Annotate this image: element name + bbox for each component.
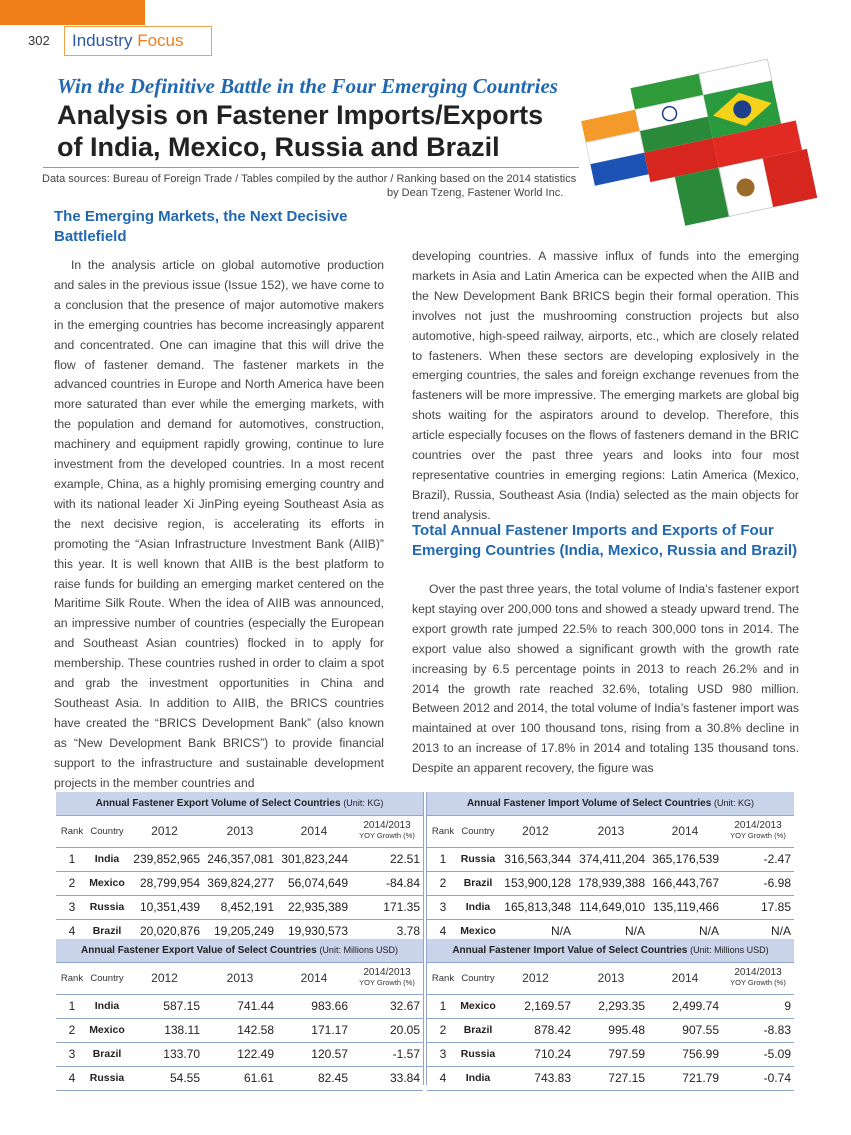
body-paragraph: In the analysis article on global automotive production and sales in the previous issue (Issue 152), we have come to a conclusion that the presence of major automotive makers in the emerging countries has become increasingly apparent and concentrated. One can imagine that this will drive the flow of fastener demand. The fastener markets in the advanced countries in Europe and North America have been more saturated than ever while the emerging markets, with the population and demand for automotives, construction, machinery and equipment rapidly growing, continue to lure investment from the developed countries. In a most recent example, China, as a highly promising emerging country and with its national leader Xi JinPing eyeing Southeast Asia as the next decisive region, is accelerating its efforts in promoting the “Asian Infrastructure Investment Bank (AIIB)” this year. It is well known that AIIB is the best platform to raise funds for building an emerging market centered on the Maritime Silk Route. When the idea of AIIB was announced, an impressive number of countries (especially the European and Southeast Asian countries) flocked in to apply for membership. These countries rushed in order to claim a spot and grab the investment opportunities in China and Southeast Asia. In addition to AIIB, the BRICS countries have created the “BRICS Development Bank” (also known as “New Development Bank BRICS”) to provide financial support to the infrastructure and sustainable development projects in the member countries and <box>54 258 384 790</box>
cell-rank: 1 <box>56 994 88 1018</box>
cell-2012: 316,563,344 <box>497 847 574 871</box>
cell-2013: 741.44 <box>203 994 277 1018</box>
section-heading-emerging-markets: The Emerging Markets, the Next Decisive Battlefield <box>54 208 348 245</box>
cell-rank: 1 <box>56 847 88 871</box>
table-header-row <box>56 815 423 847</box>
cell-country: Mexico <box>459 919 497 943</box>
cell-growth: -6.98 <box>722 871 794 895</box>
cell-country: Russia <box>459 1042 497 1066</box>
cell-rank: 4 <box>427 1066 459 1090</box>
import-value-table-block <box>427 939 794 1091</box>
header-rank: Rank <box>56 962 88 994</box>
cell-2012: 133.70 <box>126 1042 203 1066</box>
cell-growth: 32.67 <box>351 994 423 1018</box>
header-growth-years: 2014/2013 <box>363 820 411 831</box>
table-row <box>56 994 423 1018</box>
cell-2014: 301,823,244 <box>277 847 351 871</box>
cell-rank: 2 <box>56 871 88 895</box>
table-row <box>427 847 794 871</box>
table-row <box>427 1066 794 1090</box>
header-2013: 2013 <box>203 962 277 994</box>
byline: by Dean Tzeng, Fastener World Inc. <box>387 187 564 199</box>
header-2013: 2013 <box>203 815 277 847</box>
header-country: Country <box>459 962 497 994</box>
cell-country: Brazil <box>88 1042 126 1066</box>
cell-country: India <box>459 895 497 919</box>
cell-2014: 171.17 <box>277 1018 351 1042</box>
header-growth-years: 2014/2013 <box>734 820 782 831</box>
table-caption <box>56 792 423 815</box>
cell-2012: 165,813,348 <box>497 895 574 919</box>
cell-2012: 54.55 <box>126 1066 203 1090</box>
cell-2014: 22,935,389 <box>277 895 351 919</box>
export-volume-table-block <box>56 792 423 944</box>
cell-2013: 178,939,388 <box>574 871 648 895</box>
data-table <box>427 792 794 944</box>
cell-2014: N/A <box>648 919 722 943</box>
header-2012: 2012 <box>497 962 574 994</box>
cell-2013: 2,293.35 <box>574 994 648 1018</box>
cell-2013: 142.58 <box>203 1018 277 1042</box>
table-title: Annual Fastener Import Volume of Select Countries <box>466 797 712 809</box>
cell-rank: 3 <box>427 1042 459 1066</box>
import-volume-table-block <box>427 792 794 944</box>
cell-2014: 983.66 <box>277 994 351 1018</box>
cell-2012: N/A <box>497 919 574 943</box>
cell-rank: 2 <box>427 871 459 895</box>
cell-country: Russia <box>88 895 126 919</box>
header-2012: 2012 <box>497 815 574 847</box>
cell-2014: 19,930,573 <box>277 919 351 943</box>
header-country: Country <box>88 962 126 994</box>
table-row <box>56 895 423 919</box>
cell-growth: 9 <box>722 994 794 1018</box>
cell-2012: 20,020,876 <box>126 919 203 943</box>
body-paragraph: developing countries. A massive influx of funds into the emerging markets in Asia and Latin America can be expected when the AIIB and the New Development Bank BRICS begin their formal operation. This involves not just the mushrooming construction projects but also automotive, high-speed railway, airports, etc., which are closely related to fasteners. When these sectors are developing explosively in the emerging countries, the sales and foreign exchange revenues from the fasteners will be more impressive. The emerging markets are global big shots waiting for the aspirators around to develop. Therefore, this article especially focuses on the flows of fasteners demand in the BRIC countries over the past three years and looks into four most representative countries in emerging regions: Latin America (Mexico, Brazil), Russia, Southeast Asia (India) selected as the main objects for trend analysis. <box>412 249 799 522</box>
data-table <box>427 939 794 1091</box>
cell-country: Russia <box>459 847 497 871</box>
table-header-row <box>56 962 423 994</box>
header-growth <box>722 962 794 994</box>
cell-growth: 17.85 <box>722 895 794 919</box>
header-growth <box>351 962 423 994</box>
header-2012: 2012 <box>126 962 203 994</box>
table-row <box>427 895 794 919</box>
cell-rank: 3 <box>56 1042 88 1066</box>
section-tag <box>64 26 212 56</box>
cell-growth: -84.84 <box>351 871 423 895</box>
cell-2013: 61.61 <box>203 1066 277 1090</box>
header-2013: 2013 <box>574 962 648 994</box>
cell-growth: 3.78 <box>351 919 423 943</box>
cell-2012: 2,169.57 <box>497 994 574 1018</box>
cell-country: Mexico <box>459 994 497 1018</box>
cell-2013: 19,205,249 <box>203 919 277 943</box>
cell-rank: 3 <box>56 895 88 919</box>
cell-rank: 3 <box>427 895 459 919</box>
cell-2013: 374,411,204 <box>574 847 648 871</box>
export-value-table-block <box>56 939 423 1091</box>
cell-country: India <box>88 994 126 1018</box>
table-row <box>427 1018 794 1042</box>
cell-2012: 743.83 <box>497 1066 574 1090</box>
cell-rank: 4 <box>56 919 88 943</box>
cell-2013: N/A <box>574 919 648 943</box>
cell-2012: 239,852,965 <box>126 847 203 871</box>
table-title: Annual Fastener Import Value of Select Countries <box>452 944 688 956</box>
cell-2012: 587.15 <box>126 994 203 1018</box>
article-kicker: Win the Definitive Battle in the Four Emerging Countries <box>57 74 558 98</box>
orange-header-bar <box>0 0 145 25</box>
cell-growth: -0.74 <box>722 1066 794 1090</box>
header-2014: 2014 <box>277 962 351 994</box>
table-header-row <box>427 962 794 994</box>
body-paragraph: Over the past three years, the total volume of India’s fastener export kept staying over 200,000 tons and showed a steady upward trend. The export growth rate jumped 22.5% to reach 300,000 tons in 2014. The export value also showed a significant growth with the growth rate increasing by 6.5 percentage points in 2013 to reach 26.2% and in 2014 the growth rate reached 32.6%, totaling USD 980 million. Between 2012 and 2014, the total volume of India’s fastener import was maintained at over 100 thousand tons, rising from a 30.8% decline in 2013 to an increase of 17.8% in 2014 and totaling 135 thousand tons. Despite an apparent recovery, the figure was <box>412 582 799 776</box>
table-row <box>56 1066 423 1090</box>
cell-2014: 82.45 <box>277 1066 351 1090</box>
header-growth-label: YOY Growth (%) <box>730 831 786 840</box>
table-row <box>427 994 794 1018</box>
cell-growth: -5.09 <box>722 1042 794 1066</box>
cell-growth: 20.05 <box>351 1018 423 1042</box>
cell-rank: 1 <box>427 847 459 871</box>
table-caption <box>56 939 423 962</box>
cell-country: Mexico <box>88 1018 126 1042</box>
header-2014: 2014 <box>648 815 722 847</box>
table-unit: (Unit: Millions USD) <box>319 944 398 955</box>
cell-country: India <box>88 847 126 871</box>
table-title: Annual Fastener Export Value of Select Countries <box>81 944 317 956</box>
flags-puzzle-illustration <box>570 55 845 245</box>
data-table <box>56 939 423 1091</box>
header-country: Country <box>88 815 126 847</box>
cell-growth: N/A <box>722 919 794 943</box>
cell-2013: 369,824,277 <box>203 871 277 895</box>
cell-country: Mexico <box>88 871 126 895</box>
section-heading-imports-exports: Total Annual Fastener Imports and Exports of Four Emerging Countries (India, Mexico, Russia and Brazil) <box>412 522 798 559</box>
cell-rank: 1 <box>427 994 459 1018</box>
title-line-2: of India, Mexico, Russia and Brazil <box>57 132 500 162</box>
cell-2014: 135,119,466 <box>648 895 722 919</box>
cell-country: India <box>459 1066 497 1090</box>
header-growth <box>722 815 794 847</box>
cell-country: Brazil <box>459 871 497 895</box>
cell-country: Brazil <box>459 1018 497 1042</box>
cell-2013: 797.59 <box>574 1042 648 1066</box>
header-growth-label: YOY Growth (%) <box>359 978 415 987</box>
header-growth-label: YOY Growth (%) <box>359 831 415 840</box>
title-line-1: Analysis on Fastener Imports/Exports <box>57 100 544 130</box>
cell-2012: 710.24 <box>497 1042 574 1066</box>
cell-2013: 114,649,010 <box>574 895 648 919</box>
cell-2014: 120.57 <box>277 1042 351 1066</box>
body-column-right-lower <box>412 580 799 779</box>
cell-growth: -8.83 <box>722 1018 794 1042</box>
header-rank: Rank <box>427 962 459 994</box>
table-unit: (Unit: KG) <box>714 797 755 808</box>
cell-2013: 8,452,191 <box>203 895 277 919</box>
cell-2013: 246,357,081 <box>203 847 277 871</box>
section-word-1: Industry <box>72 31 133 50</box>
cell-2014: 166,443,767 <box>648 871 722 895</box>
body-column-right <box>412 247 799 526</box>
cell-2014: 56,074,649 <box>277 871 351 895</box>
cell-growth: 33.84 <box>351 1066 423 1090</box>
page-number: 302 <box>28 33 50 48</box>
table-row <box>56 871 423 895</box>
cell-2012: 10,351,439 <box>126 895 203 919</box>
cell-growth: 171.35 <box>351 895 423 919</box>
cell-2012: 28,799,954 <box>126 871 203 895</box>
cell-country: Brazil <box>88 919 126 943</box>
cell-growth: -2.47 <box>722 847 794 871</box>
cell-rank: 4 <box>56 1066 88 1090</box>
table-unit: (Unit: Millions USD) <box>690 944 769 955</box>
cell-2012: 878.42 <box>497 1018 574 1042</box>
table-header-row <box>427 815 794 847</box>
header-growth-years: 2014/2013 <box>734 967 782 978</box>
cell-2013: 727.15 <box>574 1066 648 1090</box>
table-unit: (Unit: KG) <box>343 797 384 808</box>
header-rank: Rank <box>427 815 459 847</box>
cell-2012: 138.11 <box>126 1018 203 1042</box>
cell-2014: 721.79 <box>648 1066 722 1090</box>
header-growth-label: YOY Growth (%) <box>730 978 786 987</box>
header-rank: Rank <box>56 815 88 847</box>
data-table <box>56 792 423 944</box>
header-2014: 2014 <box>648 962 722 994</box>
cell-rank: 2 <box>427 1018 459 1042</box>
cell-2014: 907.55 <box>648 1018 722 1042</box>
cell-growth: -1.57 <box>351 1042 423 1066</box>
header-2012: 2012 <box>126 815 203 847</box>
title-rule <box>43 167 579 168</box>
cell-2014: 365,176,539 <box>648 847 722 871</box>
table-row <box>427 871 794 895</box>
table-caption <box>427 939 794 962</box>
cell-country: Russia <box>88 1066 126 1090</box>
data-sources: Data sources: Bureau of Foreign Trade / Tables compiled by the author / Ranking based on the 2014 statistics <box>42 173 577 185</box>
cell-2014: 2,499.74 <box>648 994 722 1018</box>
body-column-left <box>54 256 384 793</box>
cell-rank: 2 <box>56 1018 88 1042</box>
cell-growth: 22.51 <box>351 847 423 871</box>
table-row <box>427 1042 794 1066</box>
header-country: Country <box>459 815 497 847</box>
table-caption <box>427 792 794 815</box>
statistics-tables <box>56 792 794 1085</box>
cell-2012: 153,900,128 <box>497 871 574 895</box>
table-row <box>56 847 423 871</box>
header-2013: 2013 <box>574 815 648 847</box>
cell-2013: 995.48 <box>574 1018 648 1042</box>
table-title: Annual Fastener Export Volume of Select Countries <box>95 797 341 809</box>
table-row <box>56 1042 423 1066</box>
cell-rank: 4 <box>427 919 459 943</box>
header-growth-years: 2014/2013 <box>363 967 411 978</box>
cell-2013: 122.49 <box>203 1042 277 1066</box>
cell-2014: 756.99 <box>648 1042 722 1066</box>
header-growth <box>351 815 423 847</box>
article-title <box>57 99 617 163</box>
header-2014: 2014 <box>277 815 351 847</box>
section-word-2: Focus <box>137 31 184 50</box>
table-divider <box>423 792 427 1085</box>
table-row <box>56 1018 423 1042</box>
